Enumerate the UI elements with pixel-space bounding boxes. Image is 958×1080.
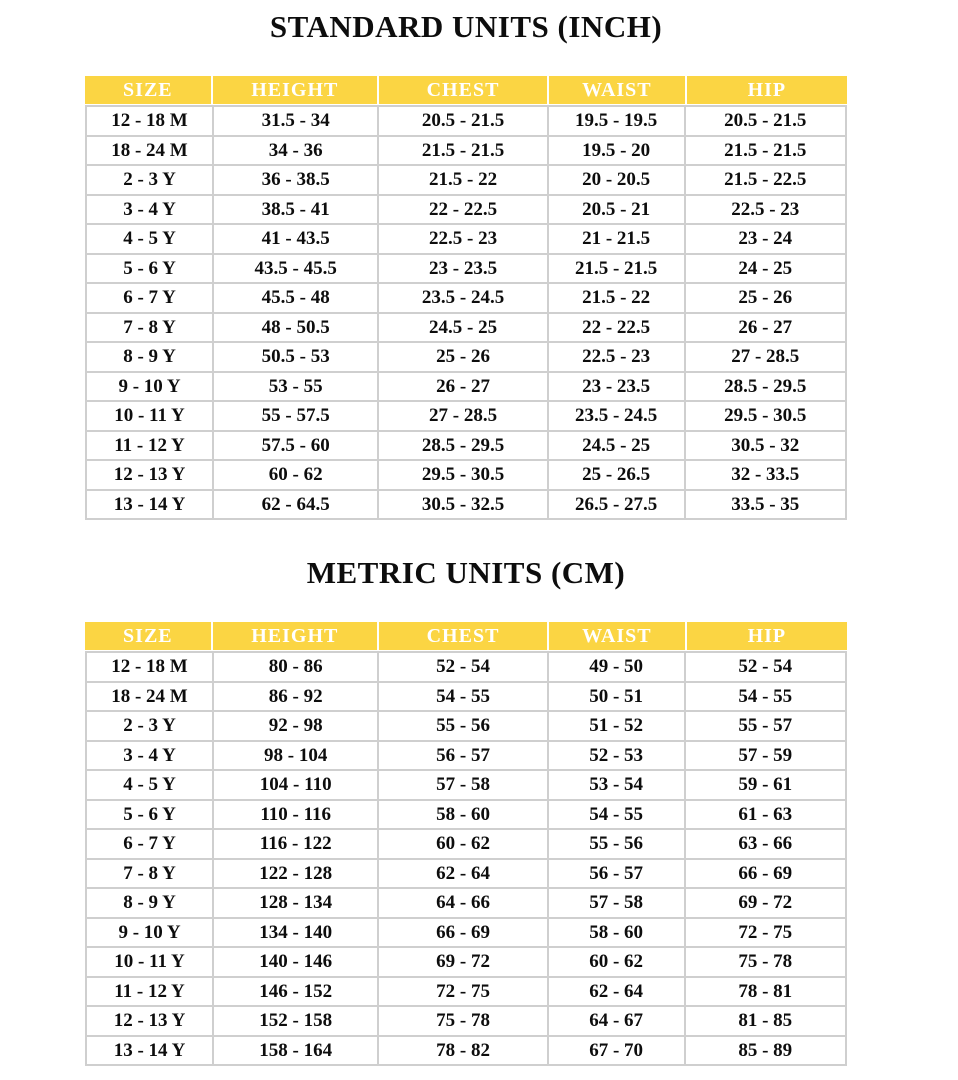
cell-waist: 20 - 20.5 — [549, 166, 684, 194]
cell-waist: 24.5 - 25 — [549, 432, 684, 460]
cell-chest: 21.5 - 21.5 — [379, 137, 546, 165]
cell-hip: 75 - 78 — [686, 948, 845, 976]
cell-waist: 57 - 58 — [549, 889, 684, 917]
cell-height: 152 - 158 — [214, 1007, 377, 1035]
column-header-height: HEIGHT — [213, 622, 377, 650]
cell-chest: 30.5 - 32.5 — [379, 491, 546, 519]
cell-chest: 58 - 60 — [379, 801, 546, 829]
cell-hip: 29.5 - 30.5 — [686, 402, 845, 430]
cell-height: 116 - 122 — [214, 830, 377, 858]
cell-hip: 21.5 - 22.5 — [686, 166, 845, 194]
cell-chest: 23.5 - 24.5 — [379, 284, 546, 312]
cell-chest: 27 - 28.5 — [379, 402, 546, 430]
cell-waist: 62 - 64 — [549, 978, 684, 1006]
cell-height: 158 - 164 — [214, 1037, 377, 1065]
cell-hip: 63 - 66 — [686, 830, 845, 858]
cell-size: 2 - 3 Y — [87, 712, 212, 740]
table-header-row — [85, 622, 847, 650]
cell-hip: 78 - 81 — [686, 978, 845, 1006]
cell-hip: 52 - 54 — [686, 653, 845, 681]
cell-hip: 28.5 - 29.5 — [686, 373, 845, 401]
cell-height: 146 - 152 — [214, 978, 377, 1006]
cell-size: 12 - 13 Y — [87, 461, 212, 489]
cell-chest: 23 - 23.5 — [379, 255, 546, 283]
cell-height: 128 - 134 — [214, 889, 377, 917]
cell-height: 34 - 36 — [214, 137, 377, 165]
cell-size: 13 - 14 Y — [87, 491, 212, 519]
cell-waist: 53 - 54 — [549, 771, 684, 799]
column-header-hip: HIP — [687, 76, 847, 104]
cell-hip: 33.5 - 35 — [686, 491, 845, 519]
cell-chest: 57 - 58 — [379, 771, 546, 799]
column-header-hip: HIP — [687, 622, 847, 650]
cell-chest: 72 - 75 — [379, 978, 546, 1006]
column-header-chest: CHEST — [379, 76, 547, 104]
cell-size: 11 - 12 Y — [87, 978, 212, 1006]
cell-waist: 50 - 51 — [549, 683, 684, 711]
cell-hip: 22.5 - 23 — [686, 196, 845, 224]
cell-hip: 61 - 63 — [686, 801, 845, 829]
column-header-size: SIZE — [85, 622, 211, 650]
cell-chest: 69 - 72 — [379, 948, 546, 976]
column-header-size: SIZE — [85, 76, 211, 104]
cell-size: 5 - 6 Y — [87, 801, 212, 829]
cell-size: 3 - 4 Y — [87, 196, 212, 224]
cell-chest: 62 - 64 — [379, 860, 546, 888]
cell-height: 45.5 - 48 — [214, 284, 377, 312]
cell-waist: 20.5 - 21 — [549, 196, 684, 224]
table-body — [85, 105, 847, 520]
size-table-inch — [85, 76, 847, 520]
cell-chest: 22 - 22.5 — [379, 196, 546, 224]
cell-hip: 23 - 24 — [686, 225, 845, 253]
cell-height: 60 - 62 — [214, 461, 377, 489]
cell-chest: 78 - 82 — [379, 1037, 546, 1065]
cell-height: 92 - 98 — [214, 712, 377, 740]
cell-chest: 28.5 - 29.5 — [379, 432, 546, 460]
cell-waist: 54 - 55 — [549, 801, 684, 829]
cell-height: 86 - 92 — [214, 683, 377, 711]
cell-hip: 27 - 28.5 — [686, 343, 845, 371]
cell-waist: 19.5 - 20 — [549, 137, 684, 165]
cell-height: 80 - 86 — [214, 653, 377, 681]
cell-size: 9 - 10 Y — [87, 919, 212, 947]
column-header-waist: WAIST — [549, 622, 685, 650]
cell-size: 18 - 24 M — [87, 683, 212, 711]
cell-chest: 60 - 62 — [379, 830, 546, 858]
cell-chest: 24.5 - 25 — [379, 314, 546, 342]
cell-chest: 22.5 - 23 — [379, 225, 546, 253]
cell-waist: 21 - 21.5 — [549, 225, 684, 253]
cell-size: 18 - 24 M — [87, 137, 212, 165]
cell-size: 8 - 9 Y — [87, 343, 212, 371]
cell-chest: 56 - 57 — [379, 742, 546, 770]
cell-waist: 19.5 - 19.5 — [549, 107, 684, 135]
cell-size: 4 - 5 Y — [87, 225, 212, 253]
cell-hip: 81 - 85 — [686, 1007, 845, 1035]
cell-chest: 21.5 - 22 — [379, 166, 546, 194]
cell-waist: 49 - 50 — [549, 653, 684, 681]
cell-hip: 59 - 61 — [686, 771, 845, 799]
cell-size: 9 - 10 Y — [87, 373, 212, 401]
cell-waist: 67 - 70 — [549, 1037, 684, 1065]
column-header-chest: CHEST — [379, 622, 547, 650]
cell-hip: 25 - 26 — [686, 284, 845, 312]
table-header-row — [85, 76, 847, 104]
cell-height: 98 - 104 — [214, 742, 377, 770]
cell-size: 8 - 9 Y — [87, 889, 212, 917]
cell-chest: 20.5 - 21.5 — [379, 107, 546, 135]
cell-height: 104 - 110 — [214, 771, 377, 799]
cell-size: 6 - 7 Y — [87, 284, 212, 312]
cell-hip: 72 - 75 — [686, 919, 845, 947]
cell-height: 41 - 43.5 — [214, 225, 377, 253]
cell-size: 12 - 18 M — [87, 653, 212, 681]
cell-chest: 54 - 55 — [379, 683, 546, 711]
cell-waist: 51 - 52 — [549, 712, 684, 740]
cell-height: 31.5 - 34 — [214, 107, 377, 135]
cell-waist: 60 - 62 — [549, 948, 684, 976]
cell-hip: 54 - 55 — [686, 683, 845, 711]
cell-hip: 24 - 25 — [686, 255, 845, 283]
cell-height: 43.5 - 45.5 — [214, 255, 377, 283]
cell-waist: 22 - 22.5 — [549, 314, 684, 342]
cell-waist: 55 - 56 — [549, 830, 684, 858]
cell-chest: 64 - 66 — [379, 889, 546, 917]
cell-waist: 26.5 - 27.5 — [549, 491, 684, 519]
table-body — [85, 651, 847, 1066]
cell-waist: 56 - 57 — [549, 860, 684, 888]
cell-hip: 57 - 59 — [686, 742, 845, 770]
size-table-cm — [85, 622, 847, 1066]
cell-chest: 25 - 26 — [379, 343, 546, 371]
cell-hip: 21.5 - 21.5 — [686, 137, 845, 165]
cell-size: 3 - 4 Y — [87, 742, 212, 770]
cell-size: 2 - 3 Y — [87, 166, 212, 194]
cell-hip: 66 - 69 — [686, 860, 845, 888]
cell-height: 134 - 140 — [214, 919, 377, 947]
column-header-waist: WAIST — [549, 76, 685, 104]
cell-waist: 21.5 - 21.5 — [549, 255, 684, 283]
cell-height: 62 - 64.5 — [214, 491, 377, 519]
cell-size: 10 - 11 Y — [87, 948, 212, 976]
cell-chest: 66 - 69 — [379, 919, 546, 947]
cell-waist: 23 - 23.5 — [549, 373, 684, 401]
cell-size: 5 - 6 Y — [87, 255, 212, 283]
cell-size: 6 - 7 Y — [87, 830, 212, 858]
cell-size: 11 - 12 Y — [87, 432, 212, 460]
cell-chest: 29.5 - 30.5 — [379, 461, 546, 489]
cell-size: 12 - 18 M — [87, 107, 212, 135]
cell-waist: 58 - 60 — [549, 919, 684, 947]
cell-height: 55 - 57.5 — [214, 402, 377, 430]
cell-hip: 26 - 27 — [686, 314, 845, 342]
cell-chest: 52 - 54 — [379, 653, 546, 681]
cell-waist: 21.5 - 22 — [549, 284, 684, 312]
cell-chest: 75 - 78 — [379, 1007, 546, 1035]
cell-hip: 32 - 33.5 — [686, 461, 845, 489]
cell-hip: 85 - 89 — [686, 1037, 845, 1065]
cell-hip: 30.5 - 32 — [686, 432, 845, 460]
cell-height: 48 - 50.5 — [214, 314, 377, 342]
cell-height: 122 - 128 — [214, 860, 377, 888]
cell-hip: 20.5 - 21.5 — [686, 107, 845, 135]
table-title-standard-units: STANDARD UNITS (INCH) — [269, 9, 663, 44]
cell-chest: 26 - 27 — [379, 373, 546, 401]
cell-waist: 22.5 - 23 — [549, 343, 684, 371]
column-header-height: HEIGHT — [213, 76, 377, 104]
cell-size: 12 - 13 Y — [87, 1007, 212, 1035]
cell-waist: 23.5 - 24.5 — [549, 402, 684, 430]
cell-size: 10 - 11 Y — [87, 402, 212, 430]
cell-size: 7 - 8 Y — [87, 860, 212, 888]
cell-waist: 25 - 26.5 — [549, 461, 684, 489]
cell-waist: 52 - 53 — [549, 742, 684, 770]
cell-hip: 69 - 72 — [686, 889, 845, 917]
cell-height: 50.5 - 53 — [214, 343, 377, 371]
table-title-metric-units: METRIC UNITS (CM) — [306, 555, 626, 591]
cell-height: 57.5 - 60 — [214, 432, 377, 460]
cell-height: 38.5 - 41 — [214, 196, 377, 224]
cell-height: 110 - 116 — [214, 801, 377, 829]
cell-waist: 64 - 67 — [549, 1007, 684, 1035]
cell-chest: 55 - 56 — [379, 712, 546, 740]
cell-height: 53 - 55 — [214, 373, 377, 401]
cell-size: 4 - 5 Y — [87, 771, 212, 799]
cell-hip: 55 - 57 — [686, 712, 845, 740]
cell-size: 7 - 8 Y — [87, 314, 212, 342]
cell-height: 36 - 38.5 — [214, 166, 377, 194]
cell-size: 13 - 14 Y — [87, 1037, 212, 1065]
cell-height: 140 - 146 — [214, 948, 377, 976]
